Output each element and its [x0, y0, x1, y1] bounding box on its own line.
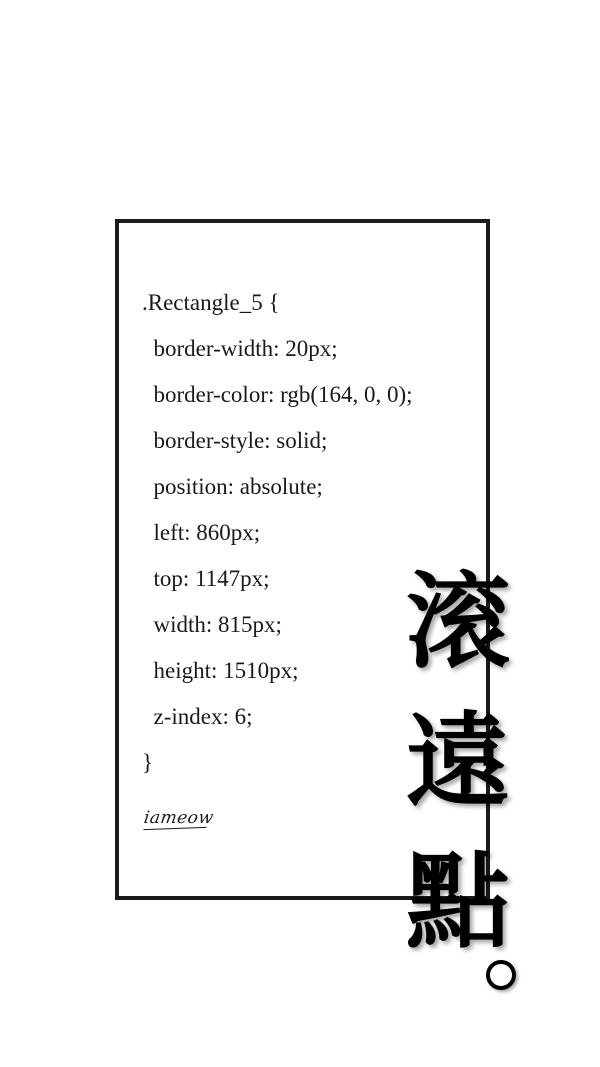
code-line: position: absolute; [142, 474, 323, 499]
code-line: border-style: solid; [142, 428, 328, 453]
vertical-title [398, 552, 518, 972]
code-line: z-index: 6; [142, 704, 253, 729]
code-line: .Rectangle_5 { [142, 290, 280, 315]
code-line: width: 815px; [142, 612, 282, 637]
code-line: border-width: 20px; [142, 336, 338, 361]
title-char: 遠 [405, 700, 510, 823]
title-char: 點 [405, 840, 510, 963]
code-line: height: 1510px; [142, 658, 299, 683]
signature: iameow [142, 808, 215, 828]
code-line: top: 1147px; [142, 566, 270, 591]
code-line: } [142, 750, 154, 775]
css-code-block [142, 285, 413, 791]
code-line: left: 860px; [142, 520, 261, 545]
code-line: border-color: rgb(164, 0, 0); [142, 382, 413, 407]
full-stop-mark [486, 960, 516, 990]
title-char: 滚 [405, 560, 510, 683]
